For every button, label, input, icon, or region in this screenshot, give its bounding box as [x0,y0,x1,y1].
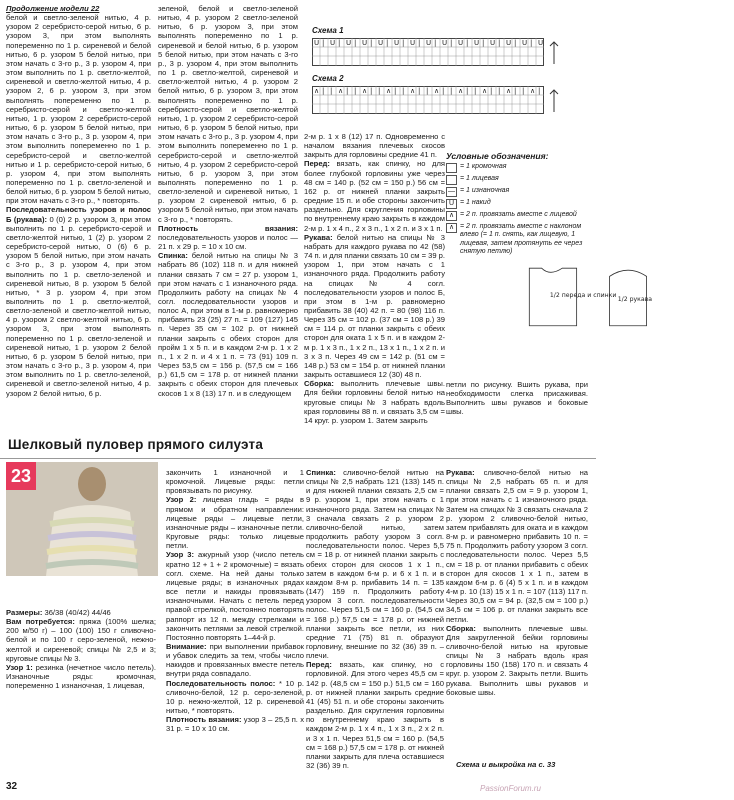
paragraph-label: Спинка: [158,251,188,261]
scheme-2-title: Схема 2 [312,74,344,83]
arrow-icon [548,40,560,66]
stitch-mark: | [418,87,421,95]
stitch-mark: | [450,87,453,95]
paragraph: * 10 р. сливочно-белой, 12 р. серо-зеленой, 10 р. нежно-желтой, 12 р. сиреневой нитью, * повторять. [166,678,304,716]
paragraph: вязать, как спинку, но с горловиной. Для этого через 45,5 см = 142 р. (48,5 см = 150 р.) 51,5 см = 160 р. от нижней планки закрыть средние 41 (45) 51 п. и обе стороны закончить раздельно. Для скругления горловины по внутреннему краю закрыть в каждом 2-м р. 1 х 4 п., 1 х 3 п., 2 х 2 п. и 3 х 1 п. Через 51,5 см = 160 р. (54,5 см = 168 р.) 57,5 см = 178 р. от нижней планки закрыть для плеча оставшиеся 32 (36) 39 п. [306,660,444,770]
paragraph-label: Вам потребуется: [6,617,75,627]
page-number: 32 [6,781,18,792]
paragraph-label: Рукава: [304,232,333,242]
paragraph: лицевая гладь = ряды в прямом и обратном направлении: лицевые ряды – лицевые петли, изнаночные ряды – изнаночные петли. Круговые ряды: только лицевые петли. [166,495,304,551]
site-watermark: PassionForum.ru [480,784,541,793]
stitch-mark: | [322,39,325,47]
paragraph: резинка (нечетное число петель). Изнаночные ряды: кромочная, попеременно 1 изнаночная, 1 лицевая, [6,662,156,691]
pattern-label-sleeve: 1/2 рукава [617,296,653,304]
paragraph-label: Плотность вязания: [166,715,242,725]
stitch-mark: | [498,87,501,95]
text-column-3 [304,132,445,425]
legend-item [446,199,592,209]
paragraph-label: Перед: [306,660,332,670]
stitch-mark: | [354,39,357,47]
legend-symbol: — [448,188,455,196]
stitch-mark: U [458,39,464,47]
legend-text: = 1 накид [460,199,491,207]
stitch-mark: | [434,39,437,47]
stitch-mark: U [314,39,320,47]
stitch-mark: ∧ [362,87,368,95]
stitch-mark: | [466,39,469,47]
stitch-mark: ∧ [338,87,344,95]
stitch-mark: | [402,39,405,47]
paragraph: зеленой, белой и светло-зеленой нитью, 4 р. узором 2 светло-зеленой нитью, 6 р. узором 3, при этом выполнять попеременно по 1 р. сиреневой и белой нитью, 6 р. узором 5 белой нитью, при этом начать с 3-го р., 3 р. узором 4, при этом выполнить по 1 р. светло-желтой, сиреневой и светло-желтой нитью, 4 р. узором 2 белой нитью, 6 р. узором 3, при этом выполнять попеременно по 1 р. серебристо-серой и светло-желтой нитью, 1 р. узором 2 серебристо-серой нитью, 6 р. узором 5 белой нитью, при этом начать с 3-го р., 3 р. узором 4, при этом выполнить попеременно по 1 р. серебристо-серой и светло-желтой нитью, 4 р. узором 2 серебристо-серой нитью, 6 р. узором 3, при этом выполнять попеременно по 1 р. светло-зеленой и сиреневой нитью, 1 р. узором 2 сиреневой нитью, 6 р. узором 5 белой нитью, при этом начать с 3-го р., * повторять. [158,4,298,224]
paragraph-label: Перед: [304,159,330,169]
legend-item [446,163,592,173]
stitch-mark: | [442,87,445,95]
paragraph-label: Плотность вязания: [158,223,298,233]
legend-text: = 1 кромочная [460,163,507,171]
legend-symbol [446,175,457,185]
scheme-1-grid [312,38,544,66]
stitch-mark: U [330,39,336,47]
paragraph: белой нитью на спицы № 3 набрать 86 (102) 118 п. и для нижней планки связать 7 см = 27 р. узором 1, при этом начать с 1 изнаночного ряда. Продолжить работу на спицах № 4 согл. последовательности узоров и полос А, при этом в 1-м р. равномерно прибавить 23 (25) 27 п. = 109 (127) 145 п. Через 35 см = 102 р. от нижней планки закрыть с обеих сторон для пройм 1 х 5 п. и в каждом 2-м р. 1 х 2 п., 1 х 2 п. и 4 х 1 п. = 73 (91) 109 п. Через 53,5 см = 156 р. (57,5 см = 166 р.) 61,5 см = 178 р. от нижней планки закрыть с обеих сторон для плечевых скосов 1 х 8 (13) 17 п. и в следующем [158,251,298,398]
legend-item [446,187,592,197]
stitch-mark: U [522,39,528,47]
stitch-mark: | [522,87,525,95]
stitch-mark: | [538,87,541,95]
legend-item [446,223,592,256]
stitch-mark: U [346,39,352,47]
garment-pattern-diagram [446,262,734,334]
footnote: Схема и выкройка на с. 33 [456,760,556,769]
legend-title: Условные обозначения: [446,151,549,161]
stitch-mark: | [354,87,357,95]
stitch-mark: | [450,39,453,47]
paragraph: выполнить плечевые швы. Для закругленной бейки горловины сливочно-белой нитью на круговые спицы № 3 набрать вдоль края горловины 150 (158) 170 п. и связать 4 круг. р. узором 2. Закрыть петли. Вшить рукава. Выполнить швы рукавов и боковые швы. [446,623,588,697]
stitch-mark: U [490,39,496,47]
stitch-mark: | [514,87,517,95]
text-column-4 [446,380,588,417]
paragraph: белой нитью на спицы № 3 набрать для каждого рукава по 42 (58) 74 п. и для планки связать 10 см = 39 р. узором 1, при этом начать с 1 изнаночного ряда. Продолжить работу на спицах № 4 согл. последовательности узоров и полос Б, при этом в 1-м р. равномерно прибавить 38 (40) 42 п. = 80 (98) 116 п. Через 35 см = 102 р. (37 см = 108 р.) 39 см = 114 р. от планки закрыть с обеих сторон для оката 1 х 5 п. и в каждом 2-м р. 1 х 3 п., 1 х 2 п., 13 х 1 п., 1 х 2 п. и 3 х 3 п. Через 49 см = 142 р. (51 см = 148 р.) 53 см = 154 р. от нижней планки закрыть оставшиеся 12 (30) 48 п. [304,232,446,380]
stitch-mark: | [378,87,381,95]
section-divider [0,458,596,459]
pattern-label-body: 1/2 переда и спинки [549,291,617,299]
stitch-mark: | [490,87,493,95]
paragraph-label: Сборка: [446,623,476,633]
paragraph: сливочно-белой нитью на спицы № 2,5 набрать 65 п. и для планки связать 2,5 см = 9 р. узором 1, при этом начать с 1 изнаночного ряда. Затем на спицах № 3 связать сначала 2 р. узором 2 сливочно-белой нитью, затем прибавлять для оката и в каждом 8-м р. и равномерно прибавить 10 п. = 75 п. Продолжить работу узором 3 согл. последовательности полос. Через 5,5 см = 18 р. от планки прибавить с обеих сторон для скосов 1 х 1 п., затем в каждом 6-м р. 6 (4) 5 х 1 п. и в каждом 4-м р. 10 (13) 15 х 1 п. = 107 (113) 117 п. Через 30,5 см = 94 р. (32,5 см = 100 р.) 34,5 см = 106 р. от планки закрыть все петли. [446,468,588,624]
paragraph-label: Узор 1: [6,662,33,672]
paragraph-label: Внимание: [166,641,207,651]
arrow-icon [548,88,560,114]
stitch-mark: U [362,39,368,47]
stitch-mark: | [498,39,501,47]
paragraph-label: Узор 2: [166,495,197,505]
stitch-mark: | [386,39,389,47]
legend-item [446,211,592,221]
paragraph: при выполнении прибавок и убавок следить за тем, чтобы число накидов и провязанных вместе петель внутри ряда совпадало. [166,641,304,679]
stitch-mark: U [394,39,400,47]
paragraph: выполнить плечевые швы. Для бейки горловины белой нитью на круговые спицы № 3 набрать вдоль края горловины 88 п. и связать 3,5 см = 14 круг. р. узором 1. Затем закрыть [304,379,445,425]
stitch-mark: | [346,87,349,95]
paragraph-label: Размеры: [6,608,43,617]
stitch-mark: | [418,39,421,47]
stitch-mark: | [322,87,325,95]
stitch-mark: U [378,39,384,47]
paragraph: вязать, как спинку, но для более глубокой горловины уже через 48 см = 140 р. (52 см = 150 р.) 56 см = 162 р. от нижней планки закрыть средние 15 п. и обе стороны закончить раздельно. Для скругления горловины по внутреннему краю закрыть в каждом 2-м р. 1 х 4 п., 2 х 3 п., 1 х 2 п. и 3 х 1 п. [304,159,445,233]
paragraph-label: Узор 3: [166,550,194,560]
legend-symbol [446,163,457,173]
stitch-mark: ∧ [458,87,464,95]
legend-text: = 1 лицевая [460,175,499,183]
text-column-2 [158,4,298,398]
stitch-mark: | [466,87,469,95]
knitting-schemes [304,4,592,128]
stitch-mark: U [538,39,544,47]
legend [446,152,592,258]
stitch-mark: U [410,39,416,47]
text-column-8 [6,608,156,690]
stitch-mark: | [426,87,429,95]
paragraph: сливочно-белой нитью на спицы № 2,5 набрать 121 (133) 145 п. и для нижней планки связать 2,5 см = 9 р. узором 1, при этом начать с 1 изнаночного ряда. Затем на спицах № 3 сначала связать 2 р. узором 2 сливочно-белой нитью, затем продолжить работу узором 3 согл. последовательности полос. Через 5,5 см = 18 р. от нижней планки закрыть с обеих сторон для скосов 1 х 1 п., затем в каждом 6-м р. и 6 х 1 п. и в каждом 8-м р. прибавить 14 п. = 135 (147) 159 п. Продолжить работу узором 3 согл. последовательности полос. Через 51,5 см = 160 р. (54,5 см = 168 р.) 57,5 см = 178 р. от нижней планки закрыть все петли, из них средние 71 (75) 81 п. образуют горловину, внешние по 32 (36) 39 п. – плечи. [306,468,444,661]
legend-text: = 2 п. провязать вместе с лицевой [460,211,577,219]
stitch-mark: ∧ [506,87,512,95]
model-number-badge: 23 [6,462,36,490]
legend-text: = 2 п. провязать вместе с наклоном влево (= 1 п. снять, как лицевую, 1 лицевая, затем протянуть ее через снятую петлю) [460,223,583,255]
stitch-mark: U [506,39,512,47]
legend-item [446,175,592,185]
stitch-mark: ∧ [530,87,536,95]
stitch-mark: | [370,39,373,47]
stitch-mark: ∧ [410,87,416,95]
stitch-mark: ∧ [434,87,440,95]
stitch-mark: | [514,39,517,47]
section-title: Шелковый пуловер прямого силуэта [8,437,264,452]
paragraph: закончить 1 изнаночной и 1 кромочной. Лицевые ряды: петли провязывать по рисунку. [166,468,304,496]
stitch-mark: | [370,87,373,95]
stitch-mark: U [474,39,480,47]
paragraph: 2-м р. 1 х 8 (12) 17 п. Одновременно с началом вязания плечевых скосов закрыть для горловины средние 41 п. [304,132,445,160]
paragraph-label: Рукава: [446,468,475,477]
text-column-1 [6,4,151,398]
stitch-mark: | [330,87,333,95]
legend-symbol: U [446,199,457,209]
paragraph-label: Последовательность полос: [166,678,276,688]
paragraph: узор 3 – 25,5 п. х 31 р. = 10 х 10 см. [166,715,304,734]
text-column-6 [306,468,444,770]
scheme-2-grid [312,86,544,114]
paragraph-label: Последовательность узоров и полос Б (рукава): [6,205,151,224]
stitch-mark: ∧ [482,87,488,95]
stitch-mark: U [442,39,448,47]
scheme-1-title: Схема 1 [312,26,344,35]
paragraph: белой и светло-зеленой нитью, 4 р. узором 2 серебристо-серой нитью, 6 р. узором 3, при этом выполнять попеременно по 1 р. сиреневой и белой нитью, 6 р. узором 5 белой нитью, при этом начать с 3-го р., 3 р. узором 4, при этом выполнить по 1 р. светло-желтой, сиреневой и светло-желтой нитью, 4 р. узором 2, 6 р. узором 3, при этом выполнять попеременно по 1 р. серебристо-серой и светло-желтой нитью, 1 р. узором 2 серебристо-серой нитью, 6 р. узором 5 белой нитью, при этом начать с 3-го р., 3 р. узором 4, при этом выполнить попеременно по 1 р. серебристо-серой и светло-желтой нитью и 1 р. серебристо-серой нитью, 6 р. узором 4, при этом выполнять попеременно по 1 р. светло-зеленой и белой нитью, 6 р. узором 5 белой нитью, при этом начать с 3-го р., * повторять. [6,13,151,206]
text-column-7 [446,468,588,697]
stitch-mark: ∧ [386,87,392,95]
legend-text: = 1 изнаночная [460,187,510,195]
paragraph: ажурный узор (число петель кратно 12 + 1 + 2 кромочные) = вязать согл. схеме. На ней даны только лицевые ряды; в изнаночных рядах все петли и накиды провязывать изнаночными. Начать с петель перед правой стрелкой, постоянно повторять раппорт из 12 п. между стрелками и закончить петлями за левой стрелкой. Постоянно повторять 1–44-й р. [166,550,304,642]
stitch-mark: | [338,39,341,47]
text-column-5 [166,468,304,734]
paragraph-label: Спинка: [306,468,336,477]
stitch-mark: | [474,87,477,95]
stitch-mark: | [482,39,485,47]
paragraph: 36/38 (40/42) 44/46 [44,608,111,617]
legend-symbol: ∧ [446,223,457,233]
paragraph: 0 (0) 2 р. узором 3, при этом выполнить по 1 р. серебристо-серой и светло-желтой нитью, 1 (2) р. узором 2 серебристо-серой нитью, 0 (6) 6 р. узором 5 белой нитью, при этом начать с 3-го р., 3 р. узором 4, при этом выполнить по 1 р. светло-зеленой и сиреневой нитью, 8 р. узором 5 белой нитью, * 3 р. узором 4, при этом выполнить по 1 р. светло-желтой, светло-зеленой и светло-желтой нитью, 4 р. узором 2 светло-желтой нитью, 6 р. узором 3, при этом выполнять попеременно по 1 р. светло-зеленой и сиреневой нитью, 1 р. узором 2 белой нитью, 6 р. узором 5 белой нитью, при этом начать с 3-го р., 3 р. узором 4, при этом выполнить по 1 р. светло-зеленой, сиреневой и светло-зеленой нитью, 4 р. узором 2 белой нитью, 6 р. [6,214,151,398]
stitch-mark: | [394,87,397,95]
paragraph: петли по рисунку. Вшить рукава, при необходимости слегка присаживая. Выполнить швы рукавов и боковые швы. [446,380,588,417]
stitch-mark: | [530,39,533,47]
stitch-mark: U [426,39,432,47]
legend-symbol: ∧ [446,211,457,221]
paragraph: пряжа (100% шелка; 200 м/50 г) – 100 (100) 150 г сливочно-белой и по 100 г серо-зеленой, нежно-желтой и сиреневой; спицы № 2,5 и 3; круговые спицы № 3. [6,617,156,663]
paragraph: последовательность узоров и полос — 21 п. х 29 р. = 10 х 10 см. [158,232,298,252]
stitch-mark: | [402,87,405,95]
paragraph-label: Сборка: [304,379,334,389]
stitch-mark: ∧ [314,87,320,95]
continuation-heading: Продолжение модели 22 [6,4,100,13]
